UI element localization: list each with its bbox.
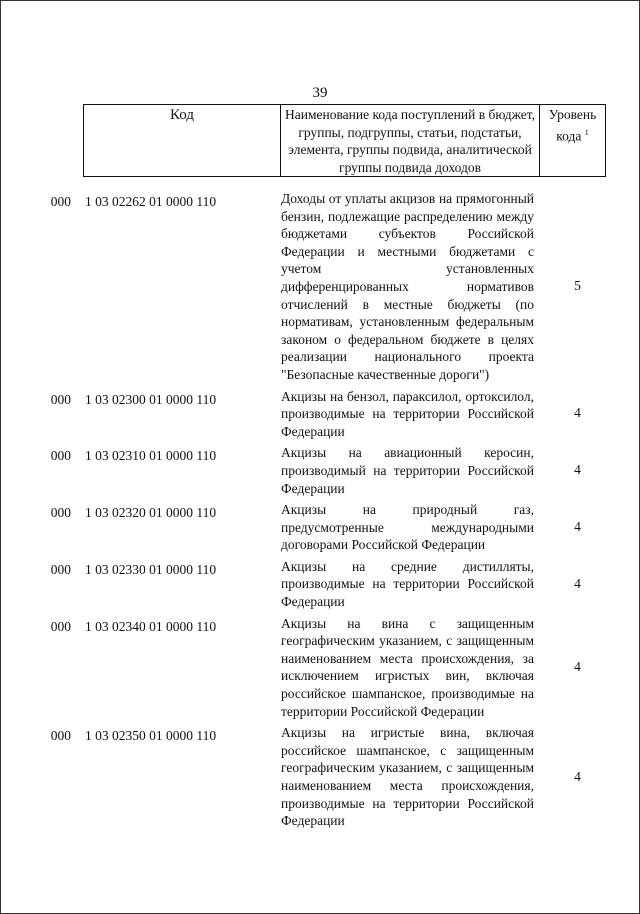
row-code: 1 03 02330 01 0000 110 — [85, 561, 217, 577]
header-level-label: Уровень кода — [548, 107, 597, 143]
header-level-footnote: 1 — [584, 127, 589, 137]
row-code: 1 03 02320 01 0000 110 — [85, 505, 217, 521]
header-code: Код — [84, 105, 281, 176]
header-level — [540, 105, 605, 176]
table-header — [83, 104, 606, 177]
row-level: 4 — [574, 462, 581, 478]
row-name: Акцизы на природный газ, предусмотренные международными договорами Российской Федерации — [281, 502, 534, 553]
row-level: 4 — [574, 768, 581, 784]
row-admin-code: 000 — [50, 505, 71, 521]
table-row — [1, 500, 640, 554]
table-row — [1, 723, 640, 830]
table-row — [1, 557, 640, 611]
row-level: 4 — [574, 518, 581, 534]
row-admin-code: 000 — [50, 618, 71, 634]
row-code: 1 03 02262 01 0000 110 — [85, 194, 217, 209]
row-code: 1 03 02340 01 0000 110 — [85, 618, 217, 634]
row-code: 1 03 02350 01 0000 110 — [85, 728, 217, 744]
row-admin-code: 000 — [50, 391, 71, 407]
row-admin-code: 000 — [50, 561, 71, 577]
row-admin-code: 000 — [50, 194, 71, 209]
table-row — [1, 387, 640, 441]
table-row — [1, 189, 640, 384]
row-code: 1 03 02300 01 0000 110 — [85, 391, 217, 407]
row-name: Акцизы на игристые вина, включая российское шампанское, с защищенным географическим указанием, с защищенным наименованием места происхождения, производимые на территории Российской Федерации — [281, 725, 534, 829]
page-number: 39 — [312, 85, 328, 101]
row-level: 4 — [574, 575, 581, 591]
row-level: 4 — [574, 405, 581, 421]
row-level: 5 — [574, 278, 581, 294]
table-row — [1, 443, 640, 497]
row-admin-code: 000 — [50, 728, 71, 744]
row-name: Акцизы на средние дистилляты, производимые на территории Российской Федерации — [281, 558, 534, 610]
row-admin-code: 000 — [50, 448, 71, 464]
table-row — [1, 614, 640, 721]
row-level: 4 — [574, 658, 581, 674]
header-name: Наименование кода поступлений в бюджет, группы, подгруппы, статьи, подстатьи, элемента, группы подвида, аналитической группы подвида доходов — [281, 105, 540, 176]
row-code: 1 03 02310 01 0000 110 — [85, 448, 217, 464]
row-name: Доходы от уплаты акцизов на прямогонный бензин, подлежащие распределению между бюджетами субъектов Российской Федерации и местными бюджетами с учетом установленных дифференцированных нормативов отчислений в местные бюджеты (по нормативам, установленным федеральным законом о федеральном бюджете в целях реализации национального проекта "Безопасные качественные дороги") — [281, 191, 534, 382]
table-body — [1, 189, 640, 833]
row-name: Акцизы на бензол, параксилол, ортоксилол, производимые на территории Российской Федерации — [281, 388, 534, 439]
row-name: Акцизы на авиационный керосин, производимый на территории Российской Федерации — [281, 445, 534, 496]
row-name: Акцизы на вина с защищенным географическим указанием, с защищенным наименованием места происхождения, за исключением игристых вин, включая российское шампанское, производимые на территории Российской Федерации — [281, 615, 534, 719]
